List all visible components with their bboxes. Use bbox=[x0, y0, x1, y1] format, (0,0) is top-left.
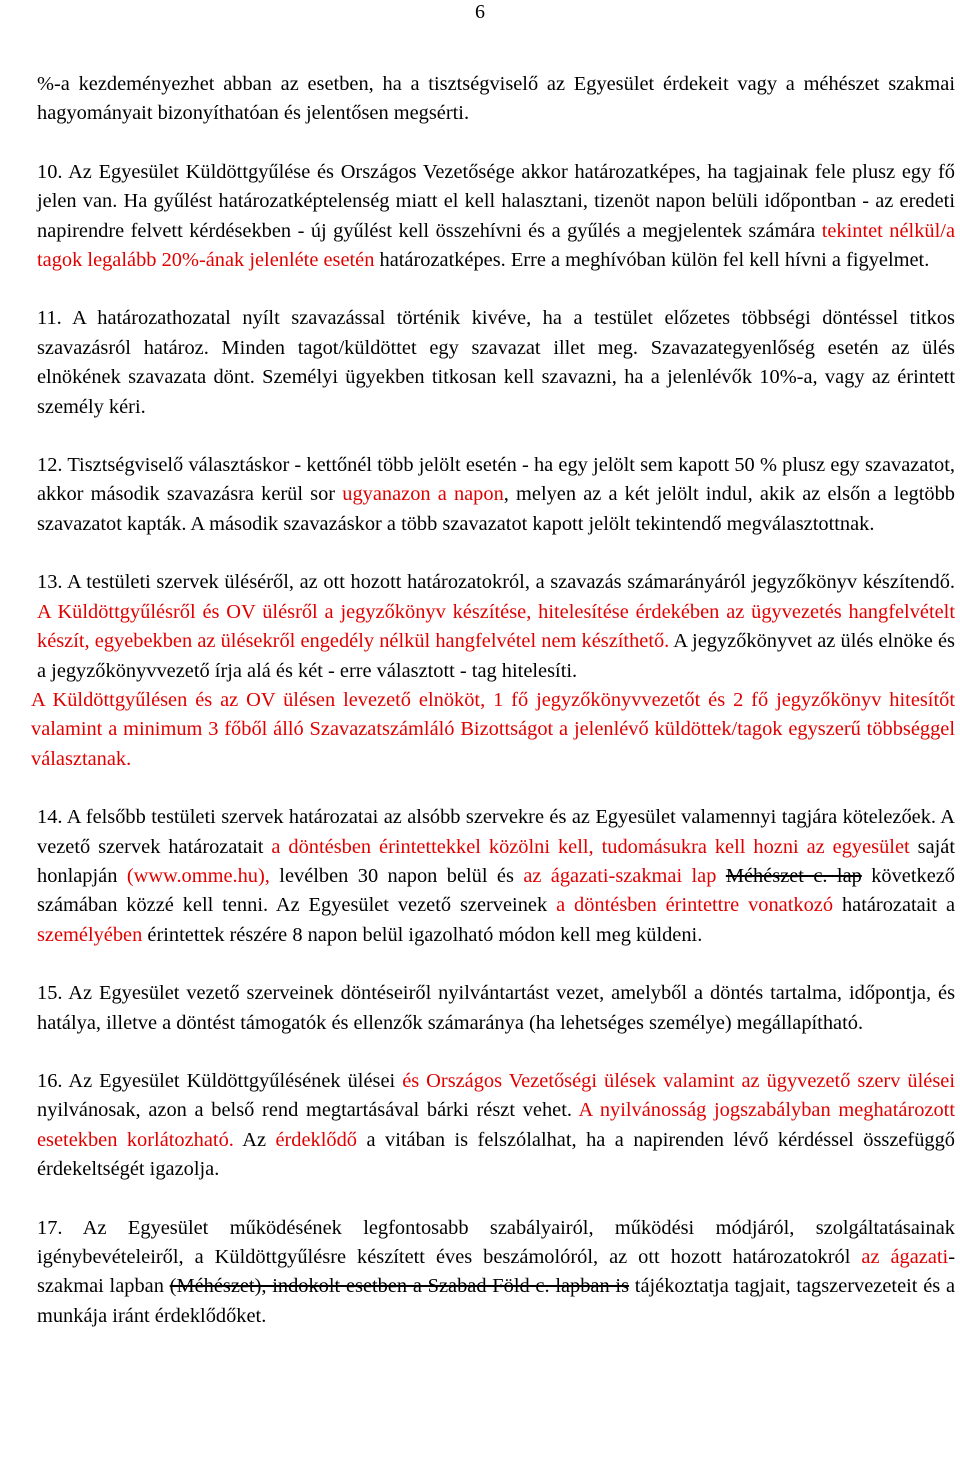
text-run: A Küldöttgyűlésről és OV ülésről a jegyzőkönyv készítése, hitelesítése érdekében az ügyvezetés hangfelvételt készít, egyebekben az ülésekről engedély nélkül hangfelvétel nem készíthető. bbox=[37, 600, 955, 653]
text-run: az ágazati bbox=[861, 1246, 949, 1268]
text-run: határozatképes. Erre a meghívóban külön fel kell hívni a figyelmet. bbox=[374, 249, 930, 272]
paragraph-12 bbox=[37, 451, 955, 539]
text-run: nyilvánosak, azon a belső rend megtartásával bárki részt vehet. bbox=[37, 1099, 579, 1122]
paragraph-intro bbox=[37, 70, 955, 129]
text-run: 11. A határozathozatal nyílt szavazással történik kivéve, ha a testület előzetes többségi döntéssel titkos szavazásról határoz. Minden tagot/küldöttet egy szavazat illet meg. Szavazategyenlőség esetén az ülés elnökének szavazata dönt. Személyi ügyekben titkosan kell szavazni, ha a jelenlévők 10%-a, vagy az érintett személy kéri. bbox=[37, 307, 955, 418]
text-run: -szakmai lapban bbox=[37, 1246, 955, 1298]
text-run: A Küldöttgyűlésen és az OV ülésen levezető elnököt, 1 fő jegyzőkönyvvezetőt és 2 fő jegyzőkönyv hitesítőt valamint a minimum 3 főből álló Szavazatszámláló Bizottságot a jelenlévő küldöttek/tagok egyszerű többséggel választanak. bbox=[31, 688, 955, 770]
text-run: 14. A felsőbb testületi szervek határozatai az alsóbb szervekre és az Egyesület valamennyi tagjára kötelezőek. A vezető szervek határozatait bbox=[37, 806, 955, 858]
text-run: 13. A testületi szervek üléséről, az ott hozott határozatokról, a szavazás számarányáról jegyzőkönyv készítendő. bbox=[37, 571, 955, 594]
text-run: Az bbox=[233, 1128, 276, 1151]
text-run: a vitában is felszólalhat, ha a napirenden lévő kérdéssel összefüggő érdekeltségét igazolja. bbox=[37, 1128, 956, 1181]
document-body bbox=[31, 70, 956, 1360]
text-run: következő számában közzé kell tenni. Az Egyesület vezető szerveinek bbox=[37, 864, 955, 917]
text-run: 17. Az Egyesület működésének legfontosabb szabályairól, működési módjáról, szolgáltatásainak igénybevételeiről, a Küldöttgyűlésre készített éves beszámolóról, az ott hozott határozatokról bbox=[37, 1216, 955, 1268]
paragraph-14 bbox=[37, 803, 955, 950]
text-run: tájékoztatja tagjait, tagszervezeteit és a munkája iránt érdeklődőket. bbox=[37, 1275, 955, 1327]
text-run: 10. Az Egyesület Küldöttgyűlése és Országos Vezetősége akkor határozatképes, ha tagjainak fele plusz egy fő jelen van. Ha gyűlést határozatképtelenség miatt el kell halasztani, tizenöt napon belüli időpontban - az eredeti napirendre felvett kérdésekben - új gyűlést kell összehívni és a gyűlés a megjelentek számára bbox=[37, 160, 955, 242]
paragraph-15 bbox=[37, 979, 955, 1038]
text-run: (www.omme.hu), bbox=[126, 864, 270, 887]
text-run: %-a kezdeményezhet abban az esetben, ha a tisztségviselő az Egyesület érdekeit vagy a méhészet szakmai hagyományait bizonyíthatóan és jelentősen megsérti. bbox=[37, 73, 955, 125]
text-run: az ágazati-szakmai lap bbox=[523, 864, 717, 887]
text-run bbox=[716, 865, 725, 887]
paragraph-16 bbox=[37, 1067, 955, 1185]
text-run: A nyilvánosság jogszabályban meghatározott esetekben korlátozható. bbox=[37, 1099, 955, 1151]
text-run: A jegyzőkönyvet az ülés elnöke és a jegyzőkönyvvezető írja alá és két - erre választott - tag hitelesíti. bbox=[37, 630, 955, 682]
page-number: 6 bbox=[475, 1, 485, 23]
paragraph-11 bbox=[37, 304, 955, 422]
paragraph-13-addendum bbox=[31, 686, 955, 774]
text-run: érintettek részére 8 napon belül igazolható módon kell meg küldeni. bbox=[142, 923, 703, 946]
text-run: 15. Az Egyesület vezető szerveinek döntéseiről nyilvántartást vezet, amelyből a döntés tartalma, időpontja, és hatálya, illetve a döntést támogatók és ellenzők számaránya (ha lehetséges személye) megállapítható. bbox=[37, 982, 955, 1034]
text-run: Méhészet c. lap bbox=[725, 864, 862, 887]
text-run: személyében bbox=[37, 923, 143, 946]
text-run: ugyanazon a napon bbox=[342, 483, 504, 506]
paragraph-17 bbox=[37, 1214, 955, 1332]
text-run: 12. Tisztségviselő választáskor - kettőnél több jelölt esetén - ha egy jelölt sem kapott 50 % plusz egy szavazatot, akkor második szavazásra kerül sor bbox=[37, 454, 955, 506]
text-run: (Méhészet), indokolt esetben a Szabad Föld c. lapban is bbox=[169, 1275, 630, 1298]
paragraph-10 bbox=[37, 158, 955, 276]
text-run: érdeklődő bbox=[275, 1128, 358, 1151]
text-run: levélben 30 napon belül és bbox=[269, 864, 524, 887]
text-run: a döntésben érintettre vonatkozó bbox=[556, 894, 834, 917]
text-run: , melyen az a két jelölt indul, akik az elsőn a legtöbb szavazatot kapták. A második szavazáskor a több szavazatot kapott jelölt tekintendő megválasztottnak. bbox=[37, 483, 955, 535]
text-run: határozatait a bbox=[833, 894, 956, 917]
text-run: a döntésben érintettekkel közölni kell, tudomásukra kell hozni az egyesület bbox=[271, 835, 910, 858]
text-run: és Országos Vezetőségi ülések valamint az ügyvezető szerv ülései bbox=[402, 1069, 955, 1092]
text-run: 16. Az Egyesület Küldöttgyűlésének ülései bbox=[37, 1069, 403, 1092]
text-run: saját honlapján bbox=[37, 835, 955, 887]
text-run: tekintet nélkül/a tagok legalább 20%-ának jelenléte esetén bbox=[37, 219, 955, 272]
paragraph-13 bbox=[37, 568, 955, 686]
